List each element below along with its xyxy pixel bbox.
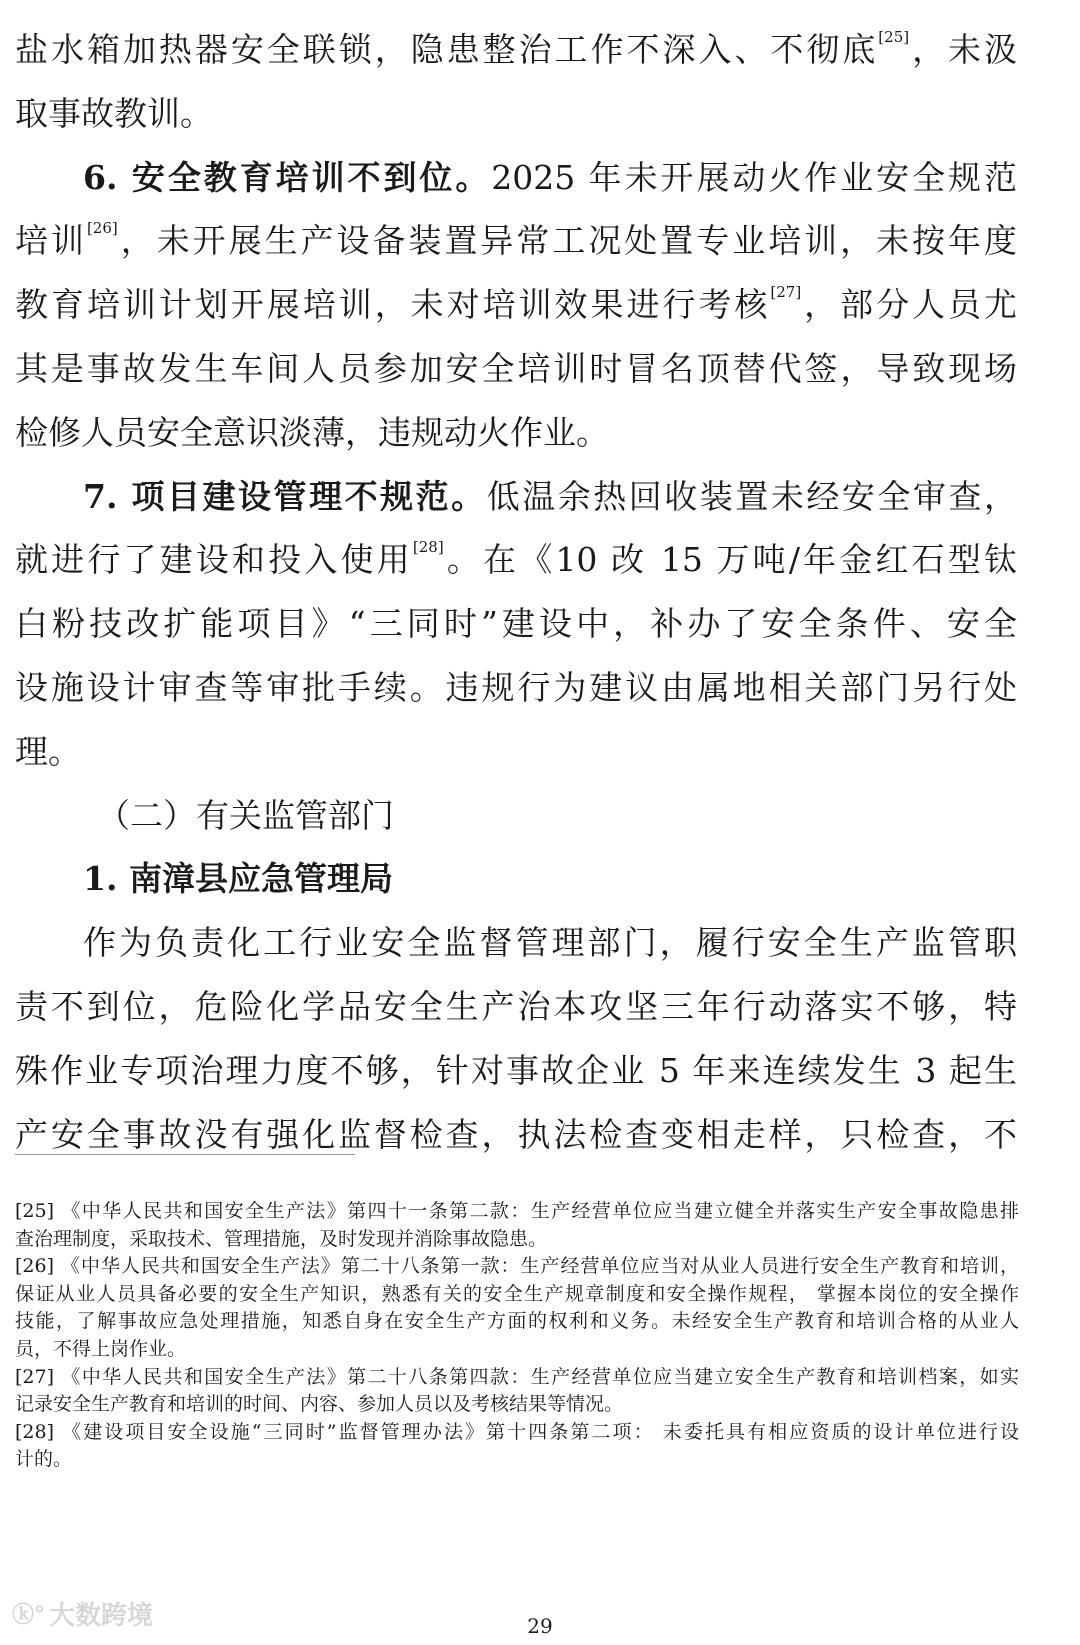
body-line [15,847,1017,911]
body-text-segment: 设施设计审查等审批手续。违规行为建议由属地相关部门另行处 [15,667,1017,707]
body-line [15,209,1017,273]
footnote-line: 保证从业人员具备必要的安全生产知识，熟悉有关的安全生产规章制度和安全操作规程， 掌握本岗位的安全操作 [15,1282,1019,1305]
section-heading: 1. 南漳县应急管理局 [83,859,393,899]
footnote-line: [25] 《中华人民共和国安全生产法》第四十一条第二款：生产经营单位应当建立健全并落实生产安全事故隐患排 [15,1200,1019,1222]
body-line [15,911,1017,975]
body-line [15,528,1017,592]
footnote-ref: [27] [770,283,802,302]
body-line [15,1039,1017,1103]
footnote-ref: [25] [878,28,910,46]
body-line [15,1103,1017,1167]
body-text-segment: （二）有关监管部门 [97,795,394,835]
body-line [15,82,1017,146]
footnote-line: 员，不得上岗作业。 [15,1337,187,1360]
body-text-segment: 2025 年未开展动火作业安全规范 [491,157,1017,197]
body-text-segment: 。在《10 改 15 万吨/年金红石型钛 [443,540,1017,580]
body-line [15,401,1017,465]
body-line [15,592,1017,656]
weibo-logo-icon: ⓚ° [12,1603,46,1628]
page-number: 29 [527,1614,553,1638]
footnote-line: 技能，了解事故应急处理措施，知悉自身在安全生产方面的权利和义务。未经安全生产教育和培训合格的从业人 [15,1310,1019,1333]
body-text-segment: 低温余热回收装置未经安全审查， [486,476,1017,516]
footnote-line: [28] 《建设项目安全设施“三同时”监督管理办法》第十四条第二项： 未委托具有相应资质的设计单位进行设 [15,1420,1019,1443]
footnote-ref: [26] [86,219,118,238]
body-text-segment: ，部分人员尤 [801,285,1018,325]
body-text-segment: 培训 [15,221,87,261]
body-line [15,975,1017,1039]
footnotes [15,1198,1019,1474]
body-text-segment: 就进行了建设和投入使用 [15,540,413,580]
footnote-line: 查治理制度，采取技术、管理措施，及时发现并消除事故隐患。 [15,1227,548,1250]
body-line [15,465,1017,529]
body-text-segment: 产安全事故没有强化监督检查，执法检查变相走样，只检查，不 [15,1114,1017,1154]
body-text-segment: 责不到位，危险化学品安全生产治本攻坚三年行动落实不够，特 [15,986,1017,1026]
body-line [15,273,1017,337]
body-text-segment: 理。 [15,731,81,771]
footnote-line: 记录安全生产教育和培训的时间、内容、参加人员以及考核结果等情况。 [15,1393,624,1416]
footnote-line: [26] 《中华人民共和国安全生产法》第二十八条第一款：生产经营单位应当对从业人员进行安全生产教育和培训， [15,1255,1019,1278]
footnote-line: [27] 《中华人民共和国安全生产法》第二十八条第四款：生产经营单位应当建立安全生产教育和培训档案，如实 [15,1365,1019,1388]
body-text-segment: 取事故教训。 [15,93,213,133]
body-line [15,656,1017,720]
body-line [15,18,1017,82]
footnote-ref: [28] [412,538,444,557]
footnote-line: 计的。 [15,1448,73,1471]
body-line [15,784,1017,848]
body-line [15,720,1017,784]
footnote-separator [15,1154,355,1155]
body-text [15,18,1017,1166]
watermark-text: 大数跨境 [49,1601,154,1631]
body-line [15,146,1017,210]
section-heading: 7. 项目建设管理不规范。 [83,476,487,516]
section-heading: 6. 安全教育培训不到位。 [83,157,492,197]
body-text-segment: ，未汲 [909,30,1018,69]
body-text-segment: 教育培训计划开展培训，未对培训效果进行考核 [15,285,771,325]
body-text-segment: 殊作业专项治理力度不够，针对事故企业 5 年来连续发生 3 起生 [15,1050,1017,1090]
body-text-segment: 作为负责化工行业安全监督管理部门，履行安全生产监管职 [83,923,1017,963]
body-text-segment: 检修人员安全意识淡薄，违规动火作业。 [15,412,609,452]
body-text-segment: 白粉技改扩能项目》“三同时”建设中，补办了安全条件、安全 [15,604,1017,644]
body-text-segment: 其是事故发生车间人员参加安全培训时冒名顶替代签，导致现场 [15,348,1017,388]
body-line [15,337,1017,401]
body-text-segment: 盐水箱加热器安全联锁，隐患整治工作不深入、不彻底 [15,30,879,69]
body-text-segment: ，未开展生产设备装置异常工况处置专业培训，未按年度 [117,221,1018,261]
